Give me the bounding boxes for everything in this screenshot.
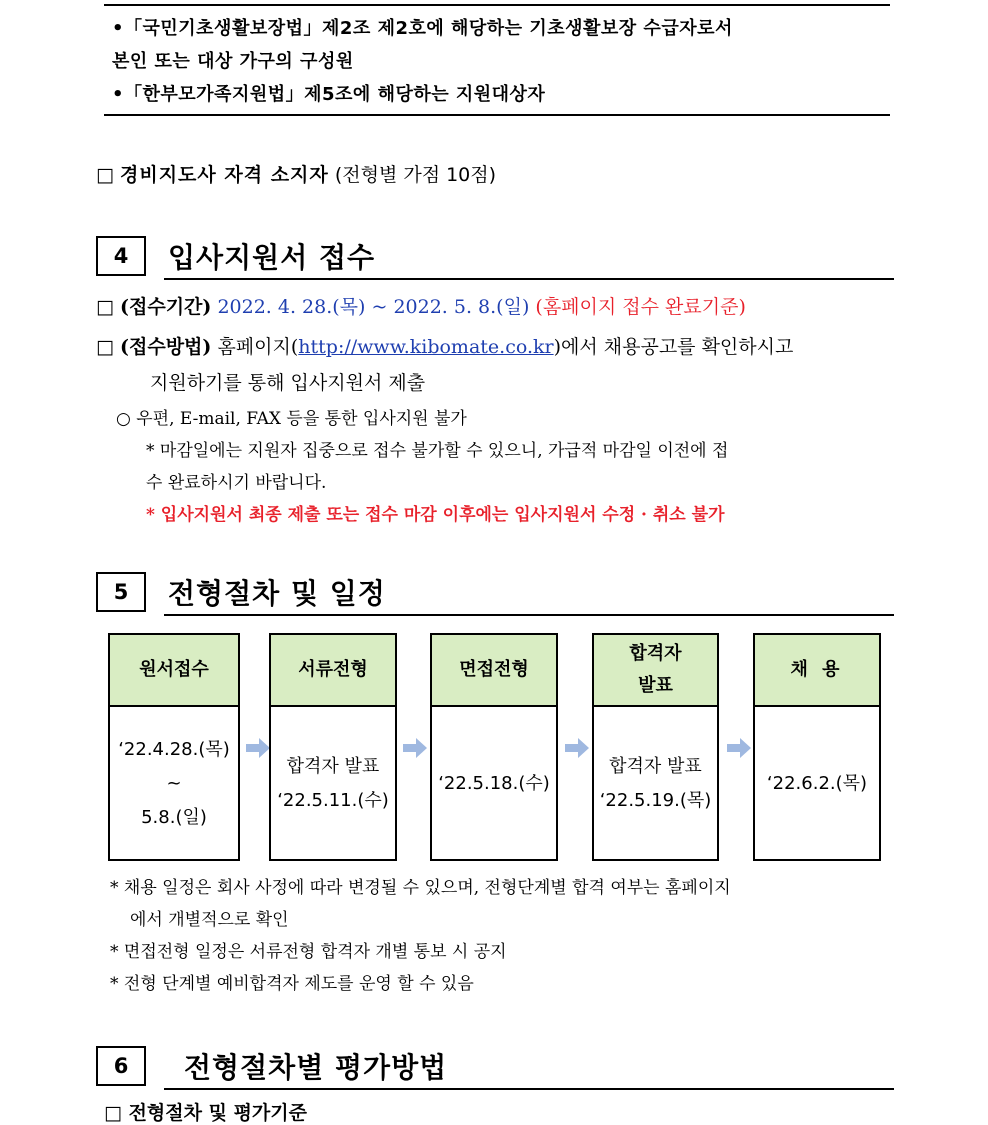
step-application <box>108 633 240 861</box>
step-hiring <box>753 633 881 861</box>
right-arrow-icon <box>727 738 751 758</box>
step-date: ‘22.5.11.(수) <box>277 790 389 811</box>
schedule-note-3: * 전형 단계별 예비합격자 제도를 운영 할 수 있음 <box>110 974 474 994</box>
eligibility-line-3: •「한부모가족지원법」제5조에 해당하는 지원대상자 <box>112 84 546 105</box>
step-body <box>110 707 238 861</box>
section-5-underline <box>164 614 894 616</box>
step-date-start: ‘22.4.28.(목) <box>118 739 230 760</box>
step-body <box>432 707 556 861</box>
step-header <box>110 635 238 707</box>
step-body <box>271 707 395 861</box>
right-arrow-icon <box>565 738 589 758</box>
checkbox-glyph: □ <box>96 336 114 358</box>
step-header <box>432 635 556 707</box>
section-4-title: 입사지원서 접수 <box>168 241 376 274</box>
application-method-prefix: 홈페이지( <box>217 336 299 358</box>
step-header-text: 채 용 <box>790 659 844 680</box>
step-header-text: 합격자 <box>629 643 682 664</box>
step-date-end: 5.8.(일) <box>141 807 207 828</box>
application-period-label: (접수기간) <box>120 296 212 318</box>
step-header-text: 원서접수 <box>139 659 209 680</box>
section-6-title: 전형절차별 평가방법 <box>184 1051 448 1084</box>
license-item-title: 경비지도사 자격 소지자 <box>120 164 329 186</box>
step-document-screening <box>269 633 397 861</box>
step-header <box>755 635 879 707</box>
section-5-title: 전형절차 및 일정 <box>168 577 386 610</box>
step-header-text-line-2: 발표 <box>638 675 673 696</box>
section-4-number: 4 <box>96 236 146 276</box>
license-item-note: (전형별 가점 10점) <box>334 164 497 186</box>
step-result-label: 합격자 발표 <box>286 756 380 777</box>
schedule-note-1: * 채용 일정은 회사 사정에 따라 변경될 수 있으며, 전형단계별 합격 여부는 홈페이지 <box>110 878 731 898</box>
application-method-label: (접수방법) <box>120 336 212 358</box>
homepage-link[interactable]: http://www.kibomate.co.kr <box>298 336 554 358</box>
step-interview <box>430 633 558 861</box>
modification-warning: * 입사지원서 최종 제출 또는 접수 마감 이후에는 입사지원서 수정 · 취소 불가 <box>146 505 725 525</box>
evaluation-criteria-item: □ 전형절차 및 평가기준 <box>104 1102 307 1124</box>
step-date: ‘22.6.2.(목) <box>766 773 868 794</box>
step-result-label: 합격자 발표 <box>609 756 702 777</box>
application-method-line-2: 지원하기를 통해 입사지원서 제출 <box>150 372 426 394</box>
step-date: ‘22.5.18.(수) <box>438 773 550 794</box>
eligibility-line-2: 본인 또는 대상 가구의 구성원 <box>112 51 354 72</box>
application-period <box>96 292 746 319</box>
step-body <box>594 707 717 861</box>
section-4-underline <box>164 278 894 280</box>
application-period-note: (홈페이지 접수 완료기준) <box>535 296 746 318</box>
schedule-note-1-cont: 에서 개별적으로 확인 <box>130 910 289 930</box>
checkbox-glyph: □ <box>96 164 114 186</box>
right-arrow-icon <box>246 738 270 758</box>
step-body <box>755 707 879 861</box>
application-method <box>96 332 793 359</box>
step-date-separator: ~ <box>166 773 182 794</box>
step-date: ‘22.5.19.(목) <box>599 790 712 811</box>
application-period-dates: 2022. 4. 28.(목) ~ 2022. 5. 8.(일) <box>217 296 530 318</box>
step-header <box>594 635 717 707</box>
step-header-text: 면접전형 <box>459 659 529 680</box>
section-5-number: 5 <box>96 572 146 612</box>
license-item <box>96 160 496 187</box>
step-final-announcement <box>592 633 719 861</box>
section-6-underline <box>164 1088 894 1090</box>
application-sub-item: ○ 우편, E-mail, FAX 등을 통한 입사지원 불가 <box>116 409 467 429</box>
eligibility-line-1: •「국민기초생활보장법」제2조 제2호에 해당하는 기초생활보장 수급자로서 <box>112 18 733 39</box>
step-header <box>271 635 395 707</box>
step-header-text: 서류전형 <box>298 659 368 680</box>
right-arrow-icon <box>403 738 427 758</box>
deadline-note-line-2: 수 완료하시기 바랍니다. <box>146 473 327 493</box>
deadline-note-line-1: * 마감일에는 지원자 집중으로 접수 불가할 수 있으니, 가급적 마감일 이전에 접 <box>146 441 729 461</box>
checkbox-glyph: □ <box>96 296 114 318</box>
schedule-note-2: * 면접전형 일정은 서류전형 합격자 개별 통보 시 공지 <box>110 942 507 962</box>
section-6-number: 6 <box>96 1046 146 1086</box>
application-method-suffix: )에서 채용공고를 확인하시고 <box>553 336 794 358</box>
